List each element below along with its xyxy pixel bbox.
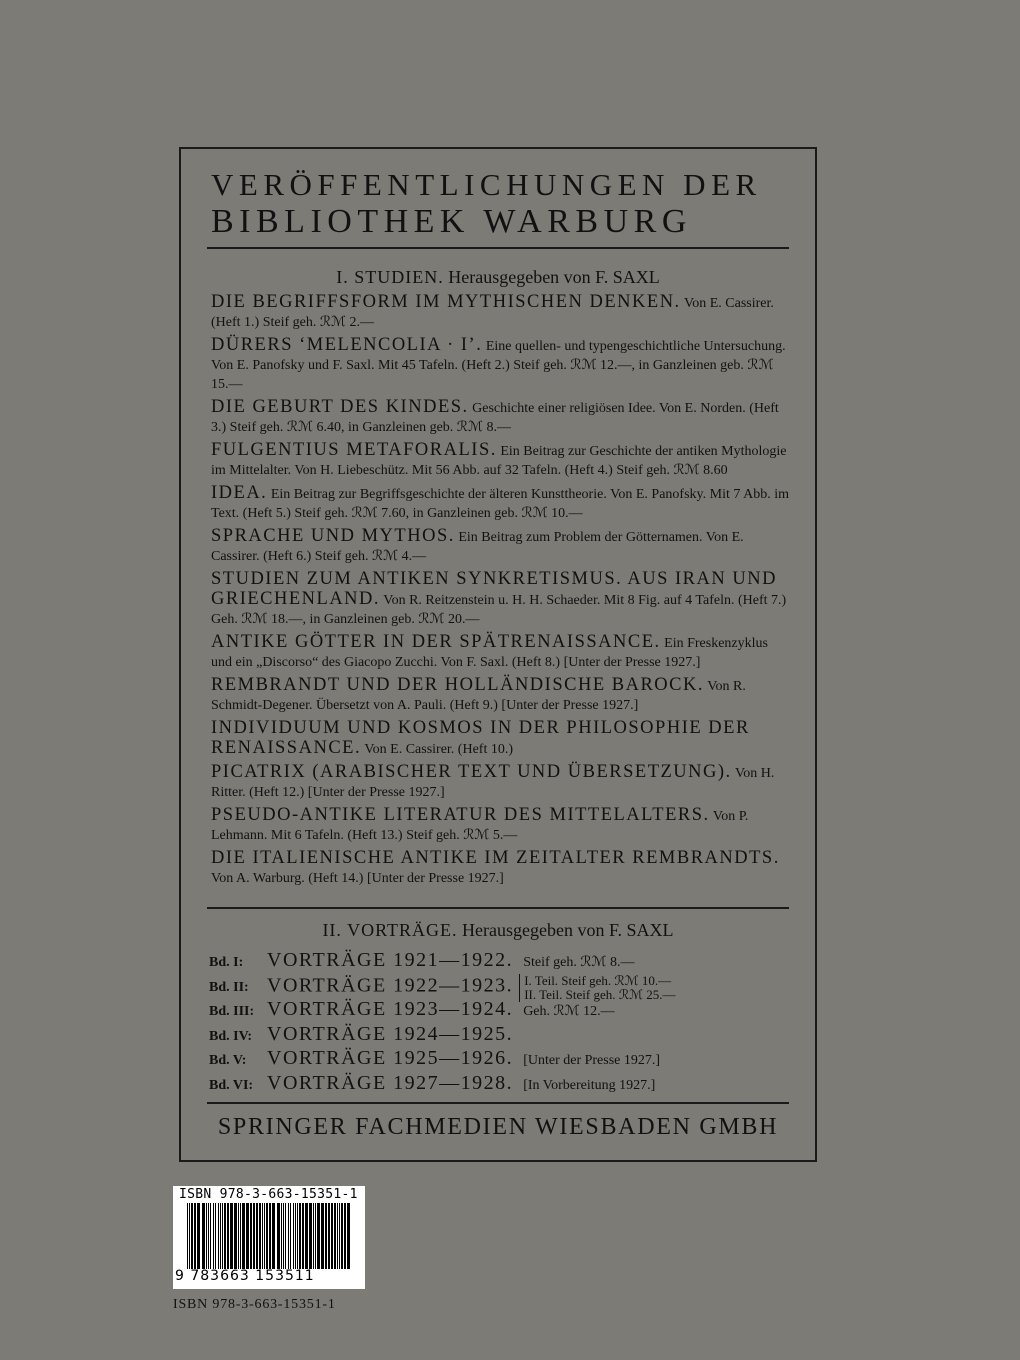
entry-text: Ein Beitrag zum Problem der Götternamen. Von E. Cassirer. (Heft 6.) Steif geh. ℛℳ 4.— [211, 530, 744, 564]
barcode-bar [215, 1203, 216, 1269]
entry-text: Von R. Schmidt-Degener. Übersetzt von A. Pauli. (Heft 9.) [Unter der Presse 1927.] [211, 679, 746, 713]
list-item [211, 336, 789, 394]
barcode-bar [295, 1203, 296, 1269]
barcode-bar [230, 1203, 233, 1269]
list-item [211, 484, 789, 523]
volume-label: Bd. II: [209, 980, 249, 996]
barcode-bar [272, 1203, 275, 1269]
barcode-bar [281, 1203, 282, 1269]
studien-list [211, 293, 789, 892]
header-rule [207, 247, 789, 249]
barcode-bar [256, 1203, 258, 1269]
entry-title: FULGENTIUS METAFORALIS. [211, 440, 497, 460]
vortraege-heading-prefix: II. VORTRÄGE. [322, 920, 458, 940]
list-item [209, 949, 789, 974]
barcode-bar [269, 1203, 271, 1269]
barcode-bar [290, 1203, 291, 1269]
barcode-bar [194, 1203, 196, 1269]
volume-label: Bd. I: [209, 955, 244, 970]
barcode-bar [315, 1203, 316, 1269]
vortraege-heading [181, 920, 815, 941]
list-item [209, 1072, 789, 1097]
list-item [209, 998, 789, 1023]
barcode-bar [317, 1203, 320, 1269]
studien-heading-editor: Herausgegeben von F. SAXL [448, 267, 660, 287]
volume-info: [In Vorbereitung 1927.] [523, 1077, 656, 1093]
entry-text: Ein Beitrag zur Geschichte der antiken Mythologie im Mittelalter. Von H. Liebeschütz. Mit 56 Abb. auf 32 Tafeln. (Heft 4.) Steif geh. ℛℳ 8.60 [211, 444, 787, 478]
barcode-bar [222, 1203, 223, 1269]
entry-text: Von A. Warburg. (Heft 14.) [Unter der Presse 1927.] [211, 871, 504, 886]
barcode-bar [309, 1203, 312, 1269]
barcode-bar [283, 1203, 284, 1269]
entry-text: Eine quellen- und typengeschichtliche Untersuchung. Von E. Panofsky und F. Saxl. Mit 45 Tafeln. (Heft 2.) Steif geh. ℛℳ 12.—, in Ganzleinen geb. ℛℳ 15.— [211, 339, 786, 392]
barcode-bar [344, 1203, 346, 1269]
barcode-bar [288, 1203, 289, 1269]
volume-info: Geh. ℛℳ 12.— [523, 1004, 615, 1019]
studien-heading [181, 267, 815, 288]
volume-title: VORTRÄGE 1921—1922. [267, 949, 514, 971]
entry-title: PICATRIX (ARABISCHER TEXT UND ÜBERSETZUNG). [211, 762, 732, 782]
barcode-bar [189, 1203, 190, 1269]
volume-title: VORTRÄGE 1924—1925. [267, 1022, 514, 1045]
publisher-name: SPRINGER FACHMEDIEN WIESBADEN GMBH [217, 1114, 779, 1140]
barcode-bar [242, 1203, 245, 1269]
barcode-bar [210, 1203, 211, 1269]
barcode-bar [259, 1203, 261, 1269]
catalog-frame [179, 147, 817, 1162]
barcode-bar [299, 1203, 301, 1269]
vortraege-heading-editor: Herausgegeben von F. SAXL [462, 920, 674, 940]
barcode-bar [206, 1203, 207, 1269]
list-item [211, 849, 789, 888]
volume-part-1: I. Teil. Steif geh. ℛℳ 10.— [524, 972, 672, 988]
list-item [211, 633, 789, 672]
barcode-bar [285, 1203, 286, 1269]
barcode-bar [331, 1203, 333, 1269]
barcode-bar [341, 1203, 343, 1269]
entry-title: REMBRANDT UND DER HOLLÄNDISCHE BAROCK. [211, 675, 704, 695]
barcode-bar [250, 1203, 252, 1269]
barcode-bar [262, 1203, 263, 1269]
volume-info: Steif geh. ℛℳ 8.— [523, 955, 635, 970]
barcode-bar [264, 1203, 265, 1269]
barcode-bar [224, 1203, 226, 1269]
entry-title: INDIVIDUUM UND KOSMOS IN DER PHILOSOPHIE DER RENAISSANCE. [211, 718, 750, 758]
barcode-bar [240, 1203, 241, 1269]
barcode-bar [328, 1203, 330, 1269]
barcode-bar [293, 1203, 294, 1269]
barcode-bars [187, 1203, 353, 1269]
list-item [209, 972, 789, 1002]
entry-title: STUDIEN ZUM ANTIKEN SYNKRETISMUS. AUS IRAN UND GRIECHENLAND. [211, 569, 777, 609]
barcode-bar [277, 1203, 280, 1269]
entry-text: Ein Freskenzyklus und ein „Discorso“ des Giacopo Zucchi. Von F. Saxl. (Heft 8.) [Unter der Presse 1927.] [211, 636, 768, 670]
barcode-bar [187, 1203, 188, 1269]
barcode-bar [208, 1203, 209, 1269]
volume-title: VORTRÄGE 1923—1924. [267, 998, 514, 1020]
barcode-bar [218, 1203, 219, 1269]
list-item [211, 763, 789, 802]
series-title-line1: VERÖFFENTLICHUNGEN DER [211, 167, 762, 202]
studien-heading-prefix: I. STUDIEN. [336, 267, 444, 287]
barcode-bar [202, 1203, 205, 1269]
barcode-bar [325, 1203, 327, 1269]
volume-info: [Unter der Presse 1927.] [523, 1053, 661, 1068]
barcode-bar [220, 1203, 221, 1269]
entry-title: DIE GEBURT DES KINDES. [211, 397, 469, 417]
barcode-bar [313, 1203, 314, 1269]
barcode-bar [339, 1203, 340, 1269]
entry-title: DIE ITALIENISCHE ANTIKE IM ZEITALTER REMBRANDTS. [211, 848, 780, 868]
list-item [211, 398, 789, 437]
entry-title: PSEUDO-ANTIKE LITERATUR DES MITTELALTERS. [211, 805, 710, 825]
barcode-bar [297, 1203, 298, 1269]
volume-part-2: II. Teil. Steif geh. ℛℳ 25.— [524, 986, 676, 1002]
entry-text: Von H. Ritter. (Heft 12.) [Unter der Presse 1927.] [211, 766, 775, 800]
list-item [211, 719, 789, 759]
barcode-bar [321, 1203, 324, 1269]
barcode-bar [334, 1203, 336, 1269]
list-item [211, 570, 789, 629]
barcode-bar [337, 1203, 338, 1269]
barcode-bar [246, 1203, 249, 1269]
volume-title: VORTRÄGE 1925—1926. [267, 1047, 514, 1069]
volume-label: Bd. IV: [209, 1028, 253, 1044]
footer-rule [207, 1102, 789, 1104]
entry-title: SPRACHE UND MYTHOS. [211, 526, 455, 546]
barcode-bar [305, 1203, 308, 1269]
barcode-digits: 9 783663 153511 [175, 1268, 315, 1284]
list-item [211, 293, 789, 332]
volume-label: Bd. VI: [209, 1077, 254, 1093]
barcode-bar [213, 1203, 214, 1269]
barcode-bar [197, 1203, 200, 1269]
entry-text: Von P. Lehmann. Mit 6 Tafeln. (Heft 13.) Steif geh. ℛℳ 5.— [211, 809, 749, 843]
list-item [211, 676, 789, 715]
volume-label: Bd. V: [209, 1053, 247, 1068]
entry-text: Ein Beitrag zur Begriffsgeschichte der älteren Kunsttheorie. Von E. Panofsky. Mit 7 Abb. im Text. (Heft 5.) Steif geh. ℛℳ 7.60, in Ganzleinen geb. ℛℳ 10.— [211, 487, 789, 521]
barcode-box [173, 1186, 365, 1289]
barcode-bar [238, 1203, 239, 1269]
barcode-bar [347, 1203, 350, 1269]
volume-label: Bd. III: [209, 1004, 255, 1019]
list-item [211, 527, 789, 566]
entry-text: Geschichte einer religiösen Idee. Von E. Norden. (Heft 3.) Steif geh. ℛℳ 6.40, in Ganzleinen geb. ℛℳ 8.— [211, 401, 779, 435]
barcode-bar [191, 1203, 193, 1269]
barcode-bar [266, 1203, 268, 1269]
entry-text: Von E. Cassirer. (Heft 1.) Steif geh. ℛℳ 2.— [211, 296, 774, 330]
list-item [209, 1023, 789, 1048]
entry-title: ANTIKE GÖTTER IN DER SPÄTRENAISSANCE. [211, 632, 661, 652]
volume-title: VORTRÄGE 1922—1923. [267, 974, 514, 997]
barcode-bar [234, 1203, 237, 1269]
barcode-bar [253, 1203, 255, 1269]
entry-title: DÜRERS ‘MELENCOLIA · I’. [211, 335, 483, 355]
list-item [209, 1047, 789, 1072]
isbn-text: ISBN 978-3-663-15351-1 [173, 1297, 336, 1312]
section-rule [207, 907, 789, 909]
list-item [211, 806, 789, 845]
volume-title: VORTRÄGE 1927—1928. [267, 1071, 514, 1094]
series-title-line2: BIBLIOTHEK WARBURG [211, 203, 692, 240]
entry-text: Von E. Cassirer. (Heft 10.) [364, 742, 514, 757]
list-item [211, 441, 789, 480]
barcode-isbn-label: ISBN 978-3-663-15351-1 [179, 1187, 358, 1202]
vortraege-list [209, 949, 789, 1096]
entry-title: DIE BEGRIFFSFORM IM MYTHISCHEN DENKEN. [211, 292, 681, 312]
entry-title: IDEA. [211, 483, 268, 503]
entry-text: Von R. Reitzenstein u. H. H. Schaeder. Mit 8 Fig. auf 4 Tafeln. (Heft 7.) Geh. ℛℳ 18.—, in Ganzleinen geb. ℛℳ 20.— [211, 593, 787, 627]
barcode-bar [302, 1203, 304, 1269]
barcode-bar [227, 1203, 229, 1269]
